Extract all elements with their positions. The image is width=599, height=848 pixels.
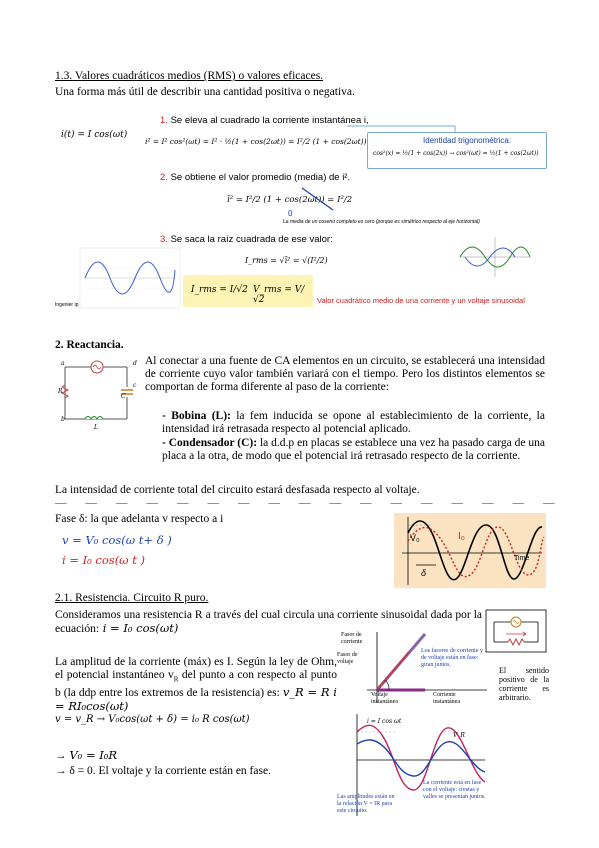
resistor-intro-text: Consideramos una resistencia R a través del cual circula una corriente sinusoidal dada por la ecuación:: [55, 609, 482, 635]
ohm-law-paragraph: [55, 656, 337, 714]
resistor-waveform: [337, 712, 487, 818]
phase-graph-time: Time: [514, 555, 530, 562]
resistor-equation: v = v_R → V₀cos(ωt + δ) = i₀ R cos(ωt): [55, 714, 250, 725]
bobina-item: [162, 410, 545, 436]
phase-graph: [394, 513, 546, 588]
phasor-current-inst: Corriente instantánea: [433, 692, 460, 705]
eq-rms: I_rms = √ī² = √(I²/2): [245, 256, 328, 265]
r-circuit-diagram: [486, 610, 546, 652]
step-2-text: Se obtiene el valor promedio (media) de i².: [170, 172, 351, 183]
arrow-2: →: [55, 765, 70, 777]
result-1: [55, 749, 117, 763]
rms-result-note: Valor cuadrático medio de una corriente y un voltaje sinusoidal: [317, 296, 525, 305]
phasor-current-label: Fasor de corriente: [341, 632, 363, 645]
irms-formula: I_rms = I/√2: [191, 285, 248, 295]
waveform-vr-label: V_R: [453, 732, 465, 739]
section-2-1-heading: 2.1. Resistencia. Circuito R puro.: [55, 592, 209, 604]
resistor-intro-eq: i = I₀ cos(ωt): [99, 621, 179, 635]
eq-current: i(t) = I cos(ωt): [61, 130, 128, 140]
zero-label: 0: [288, 209, 293, 218]
rms-phase-sketch: [460, 237, 530, 277]
circuit-node-c: c: [133, 382, 137, 389]
phasor-voltage-inst: Voltaje instantáneo: [371, 692, 399, 705]
mean-note: La media de un coseno completo es cero (porque es simétrico respecto al eje horizontal): [283, 219, 480, 225]
step-3-number: 3.: [160, 234, 168, 245]
condensador-label: - Condensador (C):: [162, 437, 258, 449]
result-2: [55, 765, 271, 778]
bobina-text: la fem inducida se opone al establecimiento de la corriente, la intensidad irá retrasada respecto al potencial aplicado.: [162, 410, 545, 435]
condensador-item: [162, 437, 545, 463]
condensador-text: la d.d.p en placas se establece una vez ha pasado carga de una placa a la otra, de modo que el potencial irá retrasado respecto de la corriente.: [162, 437, 545, 462]
eq-mean: ī² = I²/2 (1 + cos(2ωt)) = I²/2: [227, 195, 353, 205]
phase-shift-sentence: La intensidad de corriente total del circuito estará desfasada respecto al voltaje.: [55, 484, 420, 496]
waveform-note-amplitude: Las amplitudes están en la relación V = IR para este circuito.: [337, 794, 395, 814]
phasor-note: Los fasores de corriente y de voltaje están en fase: giran juntos.: [421, 648, 483, 668]
rms-result-box: [183, 275, 313, 307]
rms-sine-plot: [80, 248, 180, 308]
circuit-node-b: b: [61, 416, 65, 423]
circuit-label-C: C: [121, 393, 126, 400]
section-2-heading: 2. Reactancia.: [55, 339, 124, 351]
phase-definition: Fase δ: la que adelanta v respecto a i: [55, 513, 224, 525]
trig-identity-eq: cos²(x) = ½(1 + cos(2x)) → cos²(ωt) = ½(1 + cos(2ωt)): [373, 150, 539, 157]
result-delta: δ = 0. El voltaje y la corriente están en fase.: [69, 765, 271, 777]
circuit-node-d: d: [133, 360, 137, 367]
phase-graph-v0: V₀: [410, 533, 420, 543]
waveform-i-label: i = I cos ωt: [367, 718, 402, 725]
circuit-label-R: R: [58, 388, 63, 395]
reactance-paragraph: Al conectar a una fuente de CA elementos en un circuito, se establecerá una intensidad de corriente cuyo valor también variará con el tiempo. Pero los distintos elementos se comportan de forma diferente al paso de la corriente:: [145, 355, 545, 393]
ohm-law-text-2: del punto a con respecto al punto b (la ddp entre los extremos de la resistencia) es:: [55, 669, 338, 700]
phase-graph-delta: δ: [421, 568, 427, 578]
eq-current-phase: i = I₀ cos(ω t ): [62, 553, 145, 567]
circuit-label-L: L: [94, 424, 98, 431]
ohm-law-sub: R: [173, 675, 179, 684]
step-3-text: Se saca la raíz cuadrada de ese valor:: [170, 234, 333, 245]
section-1-3-intro: Una forma más útil de describir una cantidad positiva o negativa.: [55, 86, 355, 98]
current-direction-note: El sentido positivo de la corriente es arbitrario.: [499, 666, 549, 702]
arrow-1: →: [55, 750, 70, 762]
ohm-law-eq: v_R = R i = RI₀cos(ωt): [55, 685, 337, 714]
waveform-note-phase: La corriente está en fase con el voltaje: crestas y valles se presentan juntos.: [423, 780, 486, 800]
section-1-3-heading: 1.3. Valores cuadráticos medios (RMS) o valores eficaces.: [55, 70, 324, 82]
eq-voltage: v = V₀ cos(ω t+ δ ): [62, 533, 172, 547]
phase-graph-i0: I₀: [458, 531, 465, 542]
rms-derivation-figure: [55, 110, 550, 310]
eq-current-squared: i² = I² cos²(ωt) = I² · ½(1 + cos(2ωt)) = I²/2 (1 + cos(2ωt)): [145, 137, 367, 146]
step-1-number: 1.: [160, 115, 168, 126]
step-2-number: 2.: [160, 172, 168, 183]
circuit-node-a: a: [61, 360, 65, 367]
result-v0: V₀ = I₀R: [69, 748, 118, 762]
trig-identity-title: Identidad trigonométrica:: [423, 136, 512, 145]
dashed-separator: —————————————————: [55, 497, 574, 509]
ohm-law-text: La amplitud de la corriente (máx) es I. Según la ley de Ohm, el potencial instantáneo v: [55, 656, 337, 681]
phasor-voltage-label: Fasor de voltaje: [337, 652, 358, 665]
phase-graph-curves: [394, 513, 546, 588]
phasor-diagram: [337, 628, 489, 706]
step-1-text: Se eleva al cuadrado la corriente instantánea i,: [170, 115, 369, 126]
vrms-formula: V_rms = V/√2: [253, 285, 305, 305]
bobina-label: - Bobina (L):: [162, 410, 231, 422]
source-logo: Ingenier ip: [55, 302, 79, 308]
rlc-circuit-diagram: [57, 357, 142, 432]
